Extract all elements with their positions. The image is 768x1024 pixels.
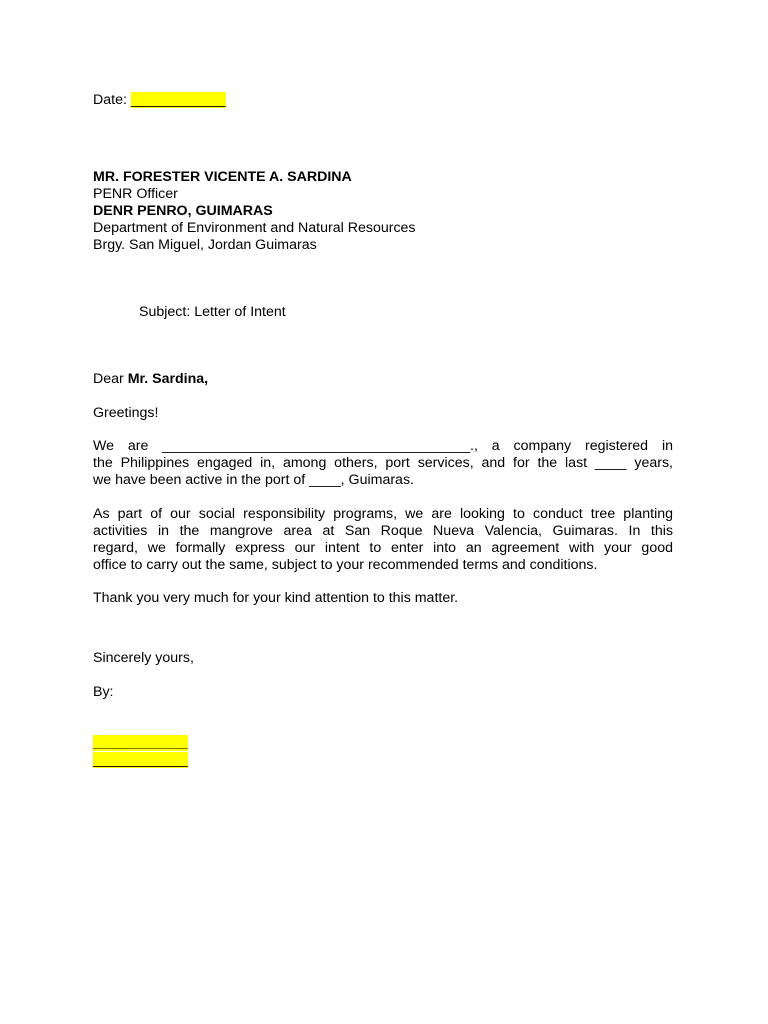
- paragraph-intent-line: activities in the mangrove area at San Roque Nueva Valencia, Guimaras. In this: [93, 523, 673, 539]
- signature-name-line: [93, 735, 188, 752]
- paragraph-intro-line: the Philippines engaged in, among others, port services, and for the last ____ years,: [93, 455, 673, 471]
- signature-title-line: [93, 752, 188, 769]
- paragraph-intro-line: we have been active in the port of ____, Guimaras.: [93, 472, 414, 488]
- paragraph-intro: [93, 438, 673, 489]
- recipient-office: DENR PENRO, GUIMARAS: [93, 203, 273, 219]
- salutation: [93, 371, 208, 388]
- recipient-position: PENR Officer: [93, 186, 178, 202]
- signature-name-blank: ____________: [93, 735, 188, 751]
- date-label: Date:: [93, 92, 131, 108]
- paragraph-intent-line: office to carry out the same, subject to your recommended terms and conditions.: [93, 557, 598, 573]
- by-line: By:: [93, 684, 114, 700]
- date-line: [93, 92, 226, 109]
- recipient-address: Brgy. San Miguel, Jordan Guimaras: [93, 237, 317, 253]
- signature-title-blank: ____________: [93, 752, 188, 768]
- paragraph-intent-line: As part of our social responsibility programs, we are looking to conduct tree planting: [93, 506, 673, 522]
- recipient-department: Department of Environment and Natural Resources: [93, 220, 416, 236]
- closing-line: Sincerely yours,: [93, 650, 194, 666]
- recipient-name: MR. FORESTER VICENTE A. SARDINA: [93, 169, 352, 185]
- paragraph-intro-line: We are _______________________________________., a company registered in: [93, 438, 673, 454]
- greeting: Greetings!: [93, 405, 159, 421]
- subject-line: Subject: Letter of Intent: [139, 304, 286, 320]
- thanks-line: Thank you very much for your kind attention to this matter.: [93, 590, 459, 606]
- salutation-name: Mr. Sardina,: [127, 371, 209, 387]
- paragraph-intent: [93, 506, 673, 574]
- salutation-prefix: Dear: [93, 371, 128, 387]
- paragraph-intent-line: regard, we formally express our intent to enter into an agreement with your good: [93, 540, 673, 556]
- date-blank: ____________: [130, 92, 226, 108]
